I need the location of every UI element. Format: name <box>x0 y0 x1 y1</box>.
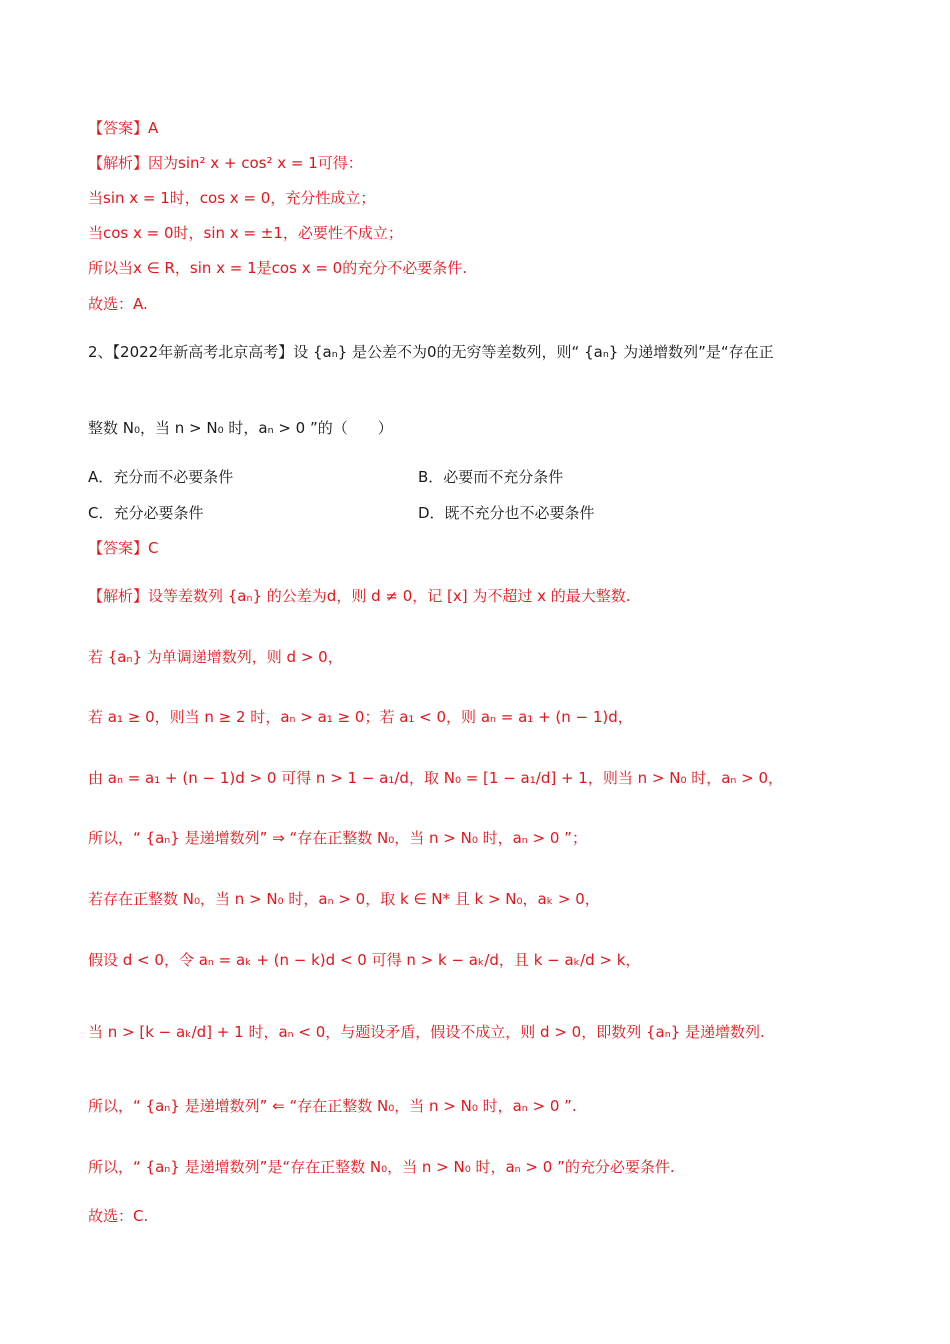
q2-analysis-line-1: 【解析】设等差数列 {aₙ} 的公差为d，则 d ≠ 0，记 [x] 为不超过 x 的最大整数. <box>88 587 631 605</box>
q2-analysis-line-5: 所以，“ {aₙ} 是递增数列” ⇒ “存在正整数 N₀，当 n > N₀ 时，aₙ > 0 ”； <box>88 829 587 847</box>
q1-analysis-line-3: 当cos x = 0时，sin x = ±1，必要性不成立； <box>88 224 403 242</box>
q2-conclusion: 故选：C. <box>88 1207 149 1225</box>
q2-stem-line-2: 整数 N₀，当 n > N₀ 时，aₙ > 0 ”的（ ） <box>88 419 393 437</box>
q2-option-a: A．充分而不必要条件 <box>88 468 234 486</box>
q1-analysis-line-1: 【解析】因为sin² x + cos² x = 1可得： <box>88 154 363 172</box>
q2-option-b: B．必要而不充分条件 <box>418 468 564 486</box>
q1-conclusion: 故选：A. <box>88 295 148 313</box>
q2-analysis-line-9: 所以，“ {aₙ} 是递增数列” ⇐ “存在正整数 N₀，当 n > N₀ 时，aₙ > 0 ”. <box>88 1097 577 1115</box>
q2-analysis-line-7: 假设 d < 0，令 aₙ = aₖ + (n − k)d < 0 可得 n > k − aₖ/d，且 k − aₖ/d > k， <box>88 951 641 969</box>
q2-analysis-line-8: 当 n > [k − aₖ/d] + 1 时，aₙ < 0，与题设矛盾，假设不成立，则 d > 0，即数列 {aₙ} 是递增数列. <box>88 1023 765 1041</box>
q2-analysis-line-6: 若存在正整数 N₀，当 n > N₀ 时，aₙ > 0，取 k ∈ N* 且 k > N₀，aₖ > 0， <box>88 890 600 908</box>
q1-analysis-line-4: 所以当x ∈ R，sin x = 1是cos x = 0的充分不必要条件. <box>88 259 467 277</box>
q2-analysis-line-3: 若 a₁ ≥ 0，则当 n ≥ 2 时，aₙ > a₁ ≥ 0；若 a₁ < 0，则 aₙ = a₁ + (n − 1)d， <box>88 708 633 726</box>
q2-option-d: D．既不充分也不必要条件 <box>418 504 595 522</box>
q2-stem-line-1: 2、【2022年新高考北京高考】设 {aₙ} 是公差不为0的无穷等差数列，则“ {aₙ} 为递增数列”是“存在正 <box>88 343 774 361</box>
q2-analysis-line-10: 所以，“ {aₙ} 是递增数列”是“存在正整数 N₀，当 n > N₀ 时，aₙ > 0 ”的充分必要条件. <box>88 1158 675 1176</box>
q1-analysis-line-2: 当sin x = 1时，cos x = 0，充分性成立； <box>88 189 376 207</box>
q2-option-c: C．充分必要条件 <box>88 504 204 522</box>
q1-answer: 【答案】A <box>88 119 159 137</box>
q2-analysis-line-4: 由 aₙ = a₁ + (n − 1)d > 0 可得 n > 1 − a₁/d，取 N₀ = [1 − a₁/d] + 1，则当 n > N₀ 时，aₙ > 0， <box>88 769 784 787</box>
q2-answer: 【答案】C <box>88 539 159 557</box>
q2-analysis-line-2: 若 {aₙ} 为单调递增数列，则 d > 0， <box>88 648 343 666</box>
